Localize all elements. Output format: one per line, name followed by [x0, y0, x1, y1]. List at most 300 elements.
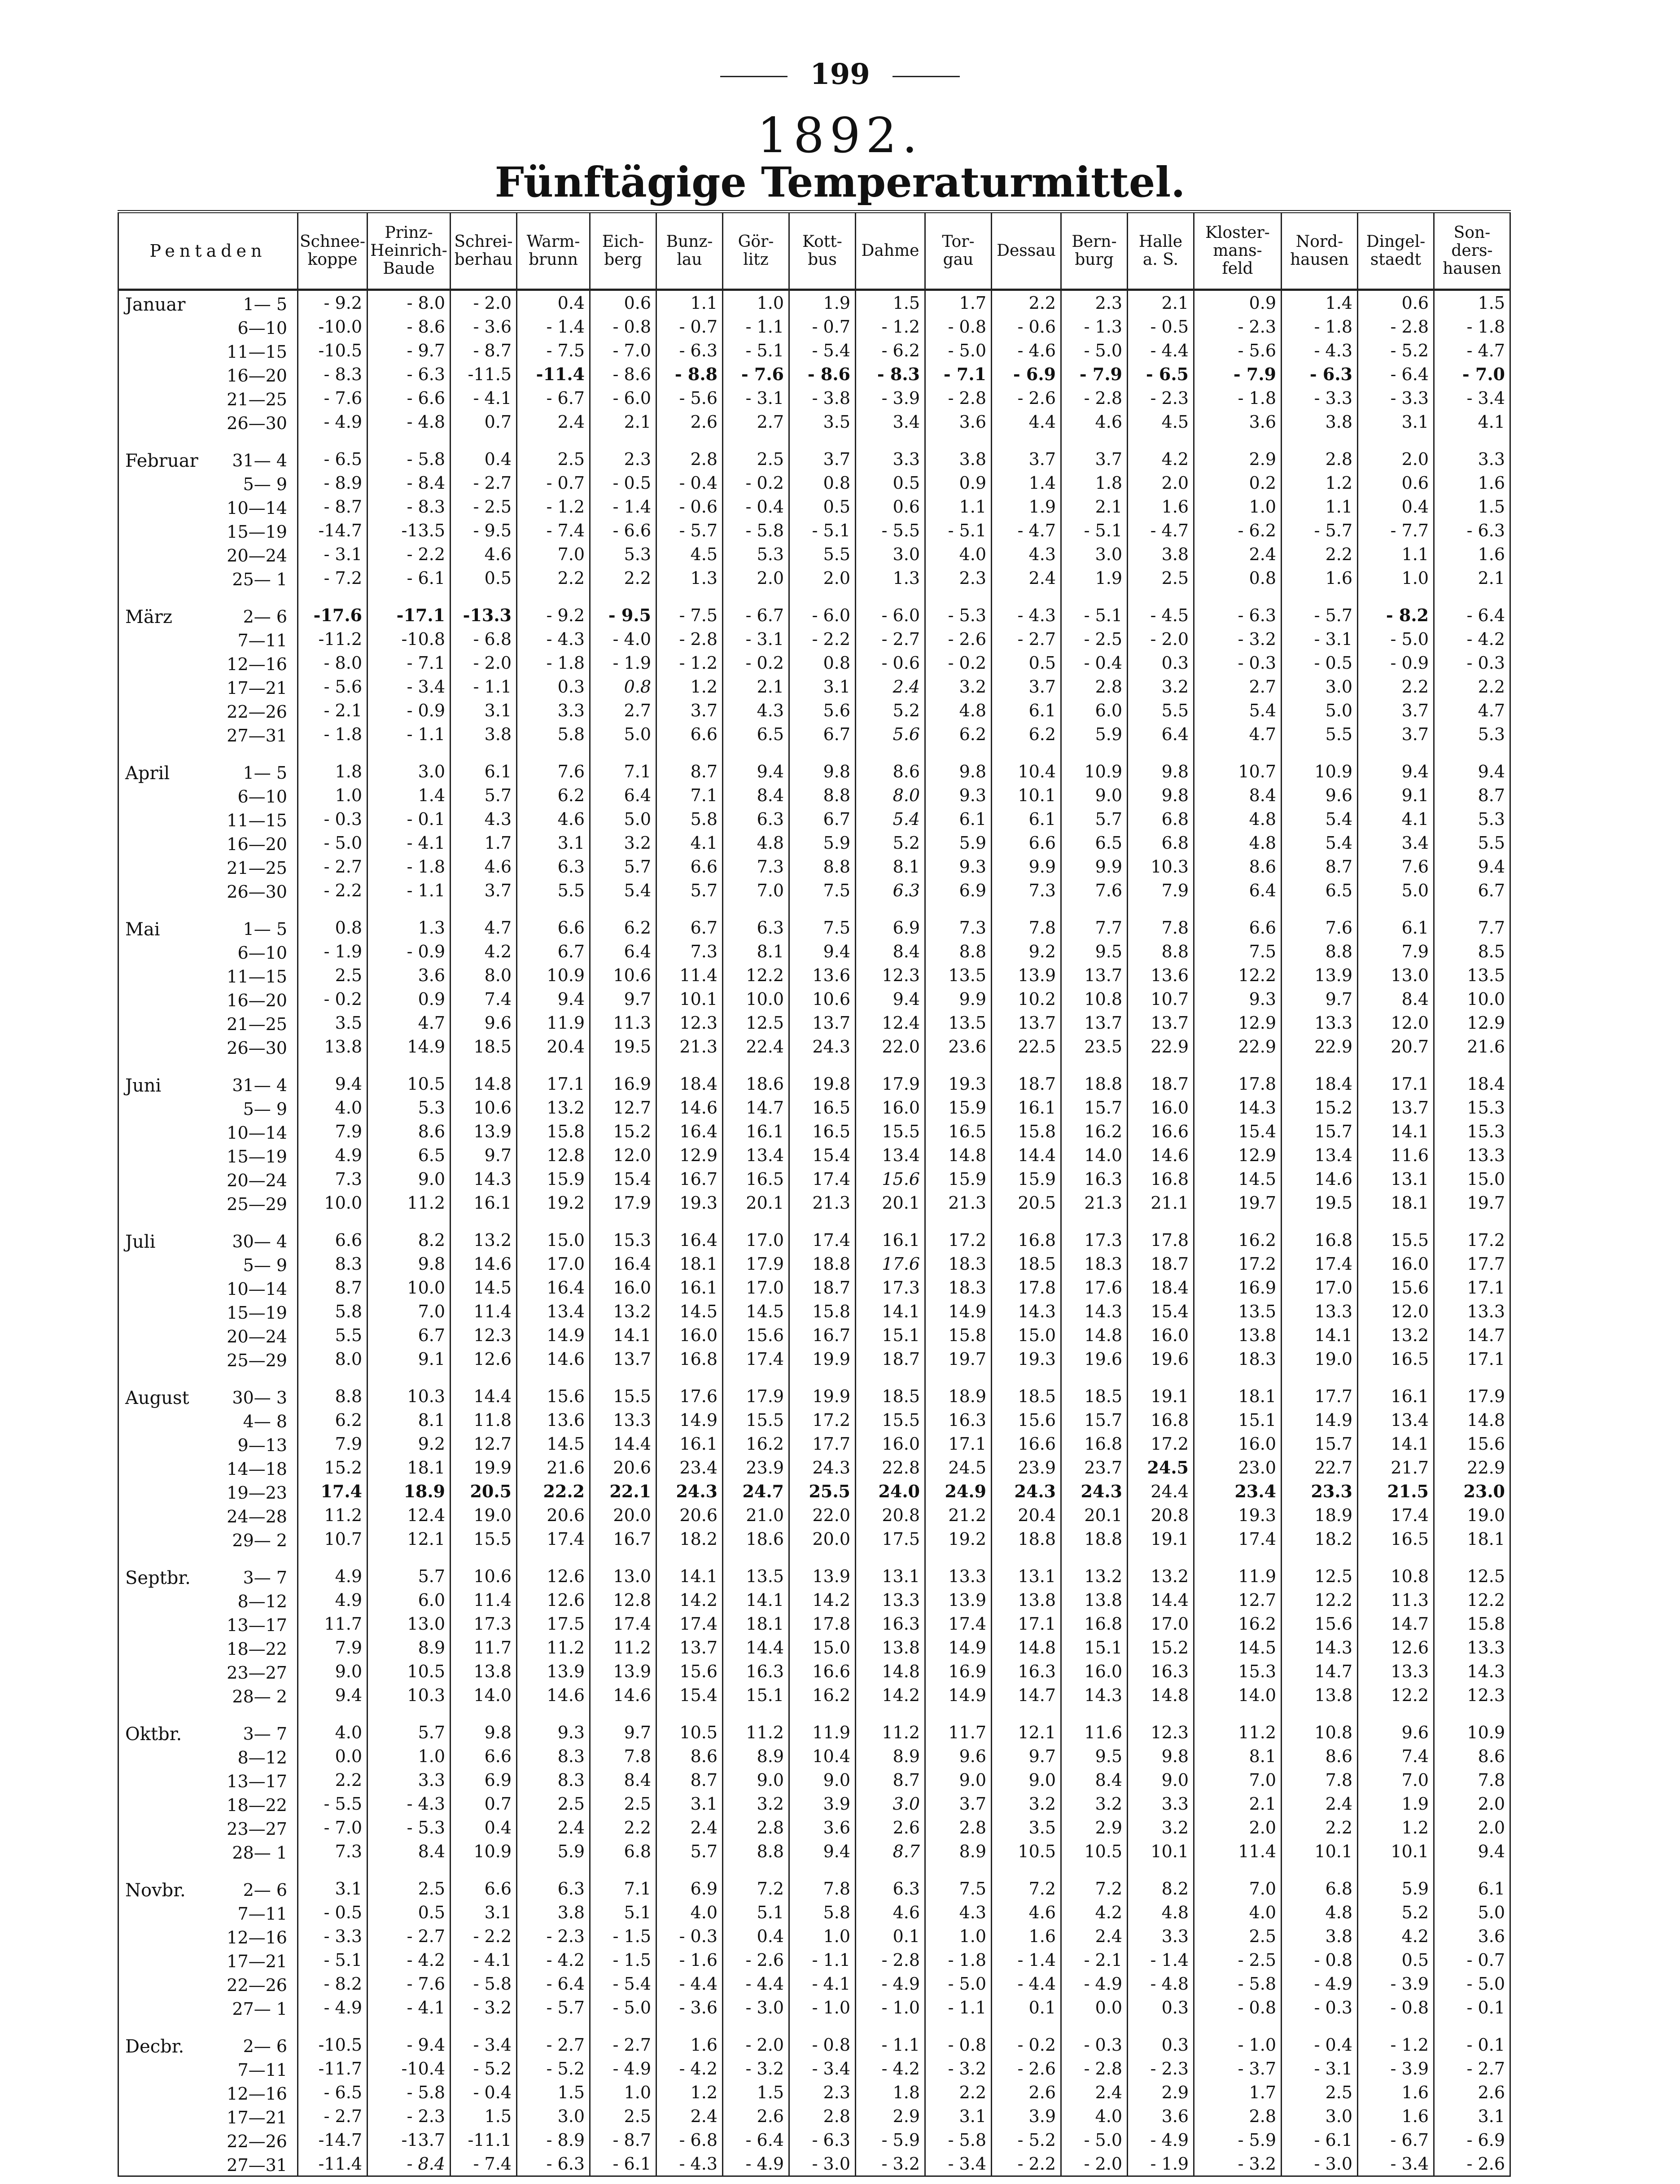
- value-cell: 12.6: [517, 1588, 590, 1612]
- value-cell: 2.8: [1282, 447, 1358, 471]
- value-cell: 1.6: [1434, 542, 1510, 566]
- value-cell: 8.2: [1128, 1877, 1194, 1900]
- pentade-cell: [118, 2104, 298, 2128]
- value-cell: - 4.3: [1282, 338, 1358, 362]
- pentade-label: 17—21: [227, 2108, 287, 2127]
- value-cell: 21.2: [925, 1503, 992, 1527]
- value-cell: 9.8: [1128, 783, 1194, 807]
- value-cell: 14.1: [1358, 1119, 1434, 1143]
- value-cell: 1.5: [1434, 495, 1510, 518]
- value-cell: 21.3: [1061, 1191, 1128, 1215]
- pentade-cell: [118, 315, 298, 338]
- pentade-cell: [118, 2057, 298, 2080]
- value-cell: 1.8: [856, 2080, 925, 2104]
- value-cell: - 2.7: [451, 471, 517, 495]
- value-cell: 19.9: [789, 1347, 856, 1371]
- value-cell: 6.1: [451, 759, 517, 783]
- value-cell: 5.2: [856, 831, 925, 855]
- value-cell: 13.7: [1061, 1011, 1128, 1035]
- value-cell: 7.9: [1128, 878, 1194, 902]
- pentade-label: 11—15: [227, 342, 287, 362]
- value-cell: - 5.7: [1282, 518, 1358, 542]
- value-cell: - 4.4: [656, 1972, 723, 1995]
- value-cell: 18.8: [1061, 1527, 1128, 1551]
- value-cell: 20.0: [789, 1527, 856, 1551]
- table-row: [118, 1191, 1510, 1215]
- value-cell: 11.8: [451, 1408, 517, 1432]
- value-cell: 5.9: [925, 831, 992, 855]
- value-cell: 8.6: [1434, 1744, 1510, 1768]
- table-row: [118, 939, 1510, 963]
- pentade-label: 16—20: [227, 834, 287, 854]
- value-cell: 17.8: [992, 1276, 1061, 1299]
- spacer-cell: [723, 902, 789, 916]
- value-cell: 8.4: [723, 783, 789, 807]
- month-label: Februar: [125, 451, 198, 471]
- value-cell: 15.5: [590, 1384, 656, 1408]
- value-cell: - 4.9: [298, 410, 368, 434]
- column-header-station: Prinz- Heinrich- Baude: [368, 212, 451, 290]
- spacer-cell: [1282, 1058, 1358, 1072]
- value-cell: 11.2: [517, 1636, 590, 1659]
- spacer-cell: [1282, 590, 1358, 603]
- value-cell: 12.9: [1194, 1143, 1282, 1167]
- spacer-cell: [1358, 902, 1434, 916]
- value-cell: 1.8: [1061, 471, 1128, 495]
- pentade-label: 15—19: [227, 1303, 287, 1323]
- pentade-label: 10—14: [227, 498, 287, 518]
- value-cell: 0.5: [992, 651, 1061, 675]
- value-cell: 2.1: [1061, 495, 1128, 518]
- spacer-cell: [1128, 1058, 1194, 1072]
- value-cell: 1.0: [723, 290, 789, 315]
- month-separator: [118, 1058, 1510, 1072]
- value-cell: -13.7: [368, 2128, 451, 2152]
- value-cell: 17.1: [1358, 1072, 1434, 1096]
- value-cell: - 4.4: [723, 1972, 789, 1995]
- table-row: [118, 566, 1510, 590]
- value-cell: 16.0: [856, 1096, 925, 1119]
- value-cell: - 1.8: [1282, 315, 1358, 338]
- value-cell: 15.4: [1194, 1119, 1282, 1143]
- value-cell: 19.1: [1128, 1384, 1194, 1408]
- value-cell: - 2.5: [1194, 1948, 1282, 1972]
- value-cell: - 0.8: [1282, 1948, 1358, 1972]
- value-cell: 3.1: [1434, 2104, 1510, 2128]
- value-cell: 2.0: [1434, 1792, 1510, 1816]
- pentade-cell: [118, 290, 298, 315]
- value-cell: 1.6: [656, 2033, 723, 2057]
- month-separator: [118, 590, 1510, 603]
- column-header-station: Halle a. S.: [1128, 212, 1194, 290]
- value-cell: 15.2: [1128, 1636, 1194, 1659]
- spacer-cell: [1282, 1863, 1358, 1877]
- value-cell: - 8.4: [368, 2152, 451, 2176]
- value-cell: -10.0: [298, 315, 368, 338]
- spacer-cell: [590, 1551, 656, 1564]
- value-cell: 24.3: [789, 1456, 856, 1479]
- value-cell: 13.3: [1358, 1659, 1434, 1683]
- value-cell: 5.8: [789, 1900, 856, 1924]
- table-row: [118, 722, 1510, 746]
- value-cell: 10.9: [1061, 759, 1128, 783]
- spacer-cell: [1194, 746, 1282, 759]
- value-cell: 9.8: [925, 759, 992, 783]
- value-cell: - 5.8: [925, 2128, 992, 2152]
- value-cell: 2.0: [1434, 1816, 1510, 1839]
- value-cell: - 3.1: [723, 386, 789, 410]
- value-cell: - 5.8: [368, 447, 451, 471]
- value-cell: 9.4: [1434, 1839, 1510, 1863]
- pentade-label: 20—24: [227, 546, 287, 566]
- value-cell: 4.8: [1282, 1900, 1358, 1924]
- spacer-cell: [298, 590, 368, 603]
- value-cell: - 3.4: [1358, 2152, 1434, 2176]
- value-cell: - 1.9: [298, 939, 368, 963]
- value-cell: 4.6: [992, 1900, 1061, 1924]
- value-cell: 20.6: [656, 1503, 723, 1527]
- value-cell: - 8.2: [1358, 603, 1434, 627]
- pentade-label: 1— 5: [243, 763, 287, 783]
- value-cell: 12.3: [1128, 1720, 1194, 1744]
- value-cell: 14.7: [723, 1096, 789, 1119]
- pentade-cell: [118, 1011, 298, 1035]
- value-cell: 12.4: [368, 1503, 451, 1527]
- spacer-cell: [298, 1707, 368, 1720]
- table-row: [118, 1011, 1510, 1035]
- value-cell: 23.4: [656, 1456, 723, 1479]
- value-cell: - 8.6: [368, 315, 451, 338]
- value-cell: - 1.1: [925, 1995, 992, 2019]
- value-cell: 16.4: [517, 1276, 590, 1299]
- table-row: [118, 2128, 1510, 2152]
- spacer-cell: [1358, 1707, 1434, 1720]
- pentade-cell: [118, 698, 298, 722]
- column-header-station: Schrei- berhau: [451, 212, 517, 290]
- spacer-cell: [1434, 1371, 1510, 1384]
- value-cell: 9.0: [1128, 1768, 1194, 1792]
- pentade-cell: [118, 566, 298, 590]
- month-label: Septbr.: [125, 1568, 191, 1588]
- value-cell: 10.1: [1128, 1839, 1194, 1863]
- value-cell: 7.6: [1061, 878, 1128, 902]
- value-cell: 9.4: [1358, 759, 1434, 783]
- value-cell: 10.5: [1061, 1839, 1128, 1863]
- value-cell: 8.1: [1194, 1744, 1282, 1768]
- value-cell: 6.9: [451, 1768, 517, 1792]
- spacer-cell: [1434, 1058, 1510, 1072]
- value-cell: - 3.4: [451, 2033, 517, 2057]
- value-cell: - 2.2: [451, 1924, 517, 1948]
- value-cell: 16.4: [656, 1228, 723, 1252]
- pentade-cell: [118, 963, 298, 987]
- value-cell: 3.2: [1128, 1816, 1194, 1839]
- value-cell: 14.4: [1128, 1588, 1194, 1612]
- value-cell: - 4.8: [368, 410, 451, 434]
- value-cell: 10.5: [992, 1839, 1061, 1863]
- value-cell: 6.6: [656, 722, 723, 746]
- spacer-cell: [1128, 902, 1194, 916]
- spacer-cell: [1434, 746, 1510, 759]
- value-cell: 12.1: [992, 1720, 1061, 1744]
- value-cell: 7.5: [789, 916, 856, 939]
- value-cell: 9.4: [517, 987, 590, 1011]
- value-cell: - 4.2: [656, 2057, 723, 2080]
- value-cell: 1.0: [1358, 566, 1434, 590]
- pentade-label: 21—25: [227, 1014, 287, 1034]
- pentade-label: 15—19: [227, 1147, 287, 1167]
- value-cell: 18.9: [1282, 1503, 1358, 1527]
- value-cell: 18.1: [1434, 1527, 1510, 1551]
- value-cell: 6.7: [656, 916, 723, 939]
- value-cell: 2.6: [992, 2080, 1061, 2104]
- pentade-label: 21—25: [227, 858, 287, 878]
- value-cell: 6.7: [789, 807, 856, 831]
- pentade-label: 7—11: [237, 1904, 287, 1924]
- pentade-label: 7—11: [237, 631, 287, 650]
- spacer-cell: [723, 590, 789, 603]
- value-cell: -11.1: [451, 2128, 517, 2152]
- value-cell: 22.5: [992, 1035, 1061, 1058]
- value-cell: 7.1: [590, 1877, 656, 1900]
- value-cell: - 2.0: [1061, 2152, 1128, 2176]
- value-cell: 13.4: [1282, 1143, 1358, 1167]
- table-row: [118, 1792, 1510, 1816]
- value-cell: 15.2: [590, 1119, 656, 1143]
- value-cell: 2.1: [1194, 1792, 1282, 1816]
- pentade-label: 27— 1: [232, 1999, 287, 2019]
- value-cell: - 0.8: [1358, 1995, 1434, 2019]
- spacer-cell: [1194, 2019, 1282, 2033]
- pentade-cell: [118, 542, 298, 566]
- value-cell: 5.5: [789, 542, 856, 566]
- value-cell: 8.4: [1358, 987, 1434, 1011]
- value-cell: - 0.9: [1358, 651, 1434, 675]
- spacer-cell: [298, 902, 368, 916]
- value-cell: 13.7: [1061, 963, 1128, 987]
- value-cell: - 3.9: [1358, 2057, 1434, 2080]
- value-cell: 6.5: [1282, 878, 1358, 902]
- value-cell: 15.5: [856, 1119, 925, 1143]
- value-cell: 18.5: [992, 1252, 1061, 1276]
- value-cell: - 4.3: [656, 2152, 723, 2176]
- table-row: [118, 1347, 1510, 1371]
- value-cell: 18.1: [656, 1252, 723, 1276]
- pentade-cell: [118, 1972, 298, 1995]
- value-cell: 13.8: [1282, 1683, 1358, 1707]
- spacer-cell: [992, 1058, 1061, 1072]
- value-cell: 14.6: [1128, 1143, 1194, 1167]
- value-cell: - 6.5: [1128, 362, 1194, 386]
- value-cell: 18.5: [992, 1384, 1061, 1408]
- value-cell: 7.2: [1061, 1877, 1128, 1900]
- value-cell: 9.5: [1061, 1744, 1128, 1768]
- value-cell: 16.8: [656, 1347, 723, 1371]
- value-cell: 0.3: [1128, 2033, 1194, 2057]
- spacer-cell: [590, 1707, 656, 1720]
- value-cell: 8.4: [856, 939, 925, 963]
- value-cell: - 1.2: [1358, 2033, 1434, 2057]
- value-cell: -11.4: [517, 362, 590, 386]
- spacer-cell: [590, 1863, 656, 1877]
- spacer-cell: [590, 590, 656, 603]
- value-cell: 2.4: [656, 2104, 723, 2128]
- value-cell: 3.9: [992, 2104, 1061, 2128]
- value-cell: 5.2: [856, 698, 925, 722]
- value-cell: 10.6: [789, 987, 856, 1011]
- value-cell: 6.3: [856, 1877, 925, 1900]
- value-cell: 10.7: [298, 1527, 368, 1551]
- value-cell: 15.7: [1282, 1119, 1358, 1143]
- value-cell: 16.0: [1358, 1252, 1434, 1276]
- value-cell: 3.8: [1282, 410, 1358, 434]
- value-cell: 1.6: [1358, 2104, 1434, 2128]
- value-cell: 18.8: [789, 1252, 856, 1276]
- value-cell: 15.8: [1434, 1612, 1510, 1636]
- table-row: [118, 1323, 1510, 1347]
- value-cell: 8.2: [368, 1228, 451, 1252]
- value-cell: 12.6: [1358, 1636, 1434, 1659]
- value-cell: 7.8: [992, 916, 1061, 939]
- value-cell: 6.5: [1061, 831, 1128, 855]
- spacer-cell: [517, 1551, 590, 1564]
- table-row: [118, 518, 1510, 542]
- value-cell: 6.7: [517, 939, 590, 963]
- value-cell: 5.9: [789, 831, 856, 855]
- pentade-label: 22—26: [227, 702, 287, 722]
- value-cell: - 7.0: [1434, 362, 1510, 386]
- value-cell: 3.0: [1282, 675, 1358, 698]
- table-row: [118, 1659, 1510, 1683]
- table-row: [118, 651, 1510, 675]
- value-cell: 12.3: [656, 1011, 723, 1035]
- value-cell: 20.4: [517, 1035, 590, 1058]
- value-cell: 17.8: [1128, 1228, 1194, 1252]
- pentade-cell: [118, 1588, 298, 1612]
- value-cell: 3.6: [368, 963, 451, 987]
- table-row: [118, 1839, 1510, 1863]
- value-cell: 6.7: [789, 722, 856, 746]
- value-cell: 12.0: [1358, 1299, 1434, 1323]
- value-cell: - 0.5: [298, 1900, 368, 1924]
- value-cell: 5.3: [1434, 722, 1510, 746]
- value-cell: 1.8: [298, 759, 368, 783]
- value-cell: - 0.3: [1282, 1995, 1358, 2019]
- value-cell: - 4.5: [1128, 603, 1194, 627]
- value-cell: 22.9: [1194, 1035, 1282, 1058]
- value-cell: 3.7: [789, 447, 856, 471]
- value-cell: 22.4: [723, 1035, 789, 1058]
- value-cell: 14.6: [451, 1252, 517, 1276]
- value-cell: 9.4: [298, 1683, 368, 1707]
- value-cell: 3.7: [925, 1792, 992, 1816]
- pentade-label: 13—17: [227, 1615, 287, 1635]
- value-cell: 2.9: [1061, 1816, 1128, 1839]
- value-cell: 11.2: [1194, 1720, 1282, 1744]
- value-cell: 14.9: [1282, 1408, 1358, 1432]
- spacer-cell: [1282, 1551, 1358, 1564]
- value-cell: 10.1: [656, 987, 723, 1011]
- value-cell: 11.7: [925, 1720, 992, 1744]
- value-cell: - 2.8: [656, 627, 723, 651]
- value-cell: 13.6: [517, 1408, 590, 1432]
- value-cell: 16.8: [992, 1228, 1061, 1252]
- value-cell: 4.8: [925, 698, 992, 722]
- value-cell: 17.9: [590, 1191, 656, 1215]
- value-cell: 17.6: [1061, 1276, 1128, 1299]
- value-cell: 14.6: [517, 1683, 590, 1707]
- spacer-cell: [118, 1707, 298, 1720]
- value-cell: 7.3: [992, 878, 1061, 902]
- pentade-cell: [118, 855, 298, 878]
- pentade-cell: [118, 603, 298, 627]
- value-cell: 16.5: [1358, 1527, 1434, 1551]
- spacer-cell: [517, 434, 590, 447]
- table-row: [118, 1167, 1510, 1191]
- value-cell: 2.6: [656, 410, 723, 434]
- value-cell: 0.3: [1128, 651, 1194, 675]
- spacer-cell: [1194, 1371, 1282, 1384]
- value-cell: 2.7: [1194, 675, 1282, 698]
- value-cell: - 7.9: [1194, 362, 1282, 386]
- pentade-label: 27—31: [227, 2155, 287, 2175]
- value-cell: - 6.8: [656, 2128, 723, 2152]
- table-row: [118, 2057, 1510, 2080]
- value-cell: 17.4: [1194, 1527, 1282, 1551]
- value-cell: 3.7: [451, 878, 517, 902]
- value-cell: 2.8: [1194, 2104, 1282, 2128]
- value-cell: 16.2: [723, 1432, 789, 1456]
- value-cell: 13.3: [1434, 1636, 1510, 1659]
- value-cell: 13.9: [789, 1564, 856, 1588]
- spacer-cell: [590, 1058, 656, 1072]
- table-row: [118, 495, 1510, 518]
- value-cell: 3.7: [992, 447, 1061, 471]
- value-cell: - 0.7: [656, 315, 723, 338]
- value-cell: 5.4: [1194, 698, 1282, 722]
- value-cell: - 3.2: [723, 2057, 789, 2080]
- table-row: [118, 1252, 1510, 1276]
- value-cell: 17.6: [656, 1384, 723, 1408]
- table-row: [118, 1096, 1510, 1119]
- value-cell: - 5.8: [451, 1972, 517, 1995]
- value-cell: 6.6: [656, 855, 723, 878]
- month-label: Oktbr.: [125, 1724, 182, 1745]
- value-cell: 20.8: [856, 1503, 925, 1527]
- value-cell: - 9.5: [590, 603, 656, 627]
- value-cell: - 4.0: [590, 627, 656, 651]
- spacer-cell: [992, 434, 1061, 447]
- value-cell: 12.5: [1282, 1564, 1358, 1588]
- value-cell: 9.4: [1434, 759, 1510, 783]
- value-cell: - 5.0: [590, 1995, 656, 2019]
- value-cell: 13.1: [856, 1564, 925, 1588]
- value-cell: - 1.3: [1061, 315, 1128, 338]
- value-cell: 24.3: [789, 1035, 856, 1058]
- value-cell: 7.0: [1194, 1768, 1282, 1792]
- pentade-cell: [118, 1479, 298, 1503]
- value-cell: 19.2: [517, 1191, 590, 1215]
- value-cell: 2.5: [517, 1792, 590, 1816]
- value-cell: - 0.2: [925, 651, 992, 675]
- pentade-cell: [118, 722, 298, 746]
- value-cell: - 3.7: [1194, 2057, 1282, 2080]
- value-cell: 21.7: [1358, 1456, 1434, 1479]
- value-cell: - 5.0: [925, 338, 992, 362]
- value-cell: - 6.2: [1194, 518, 1282, 542]
- spacer-cell: [723, 1551, 789, 1564]
- value-cell: 19.5: [590, 1035, 656, 1058]
